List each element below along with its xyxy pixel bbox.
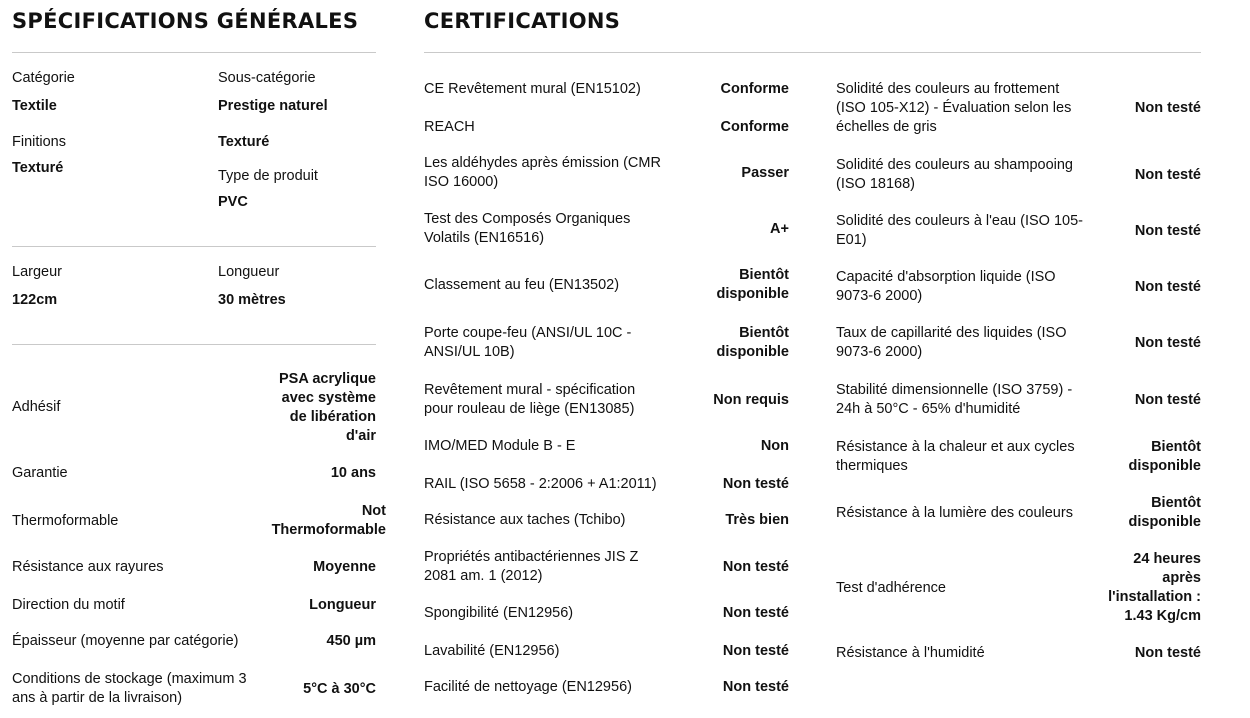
- cert-label: Classement au feu (EN13502): [424, 276, 620, 293]
- cert-label: Test d'adhérence: [836, 579, 946, 596]
- width-label: Largeur: [12, 264, 62, 280]
- cert-value: Non testé: [1134, 644, 1201, 661]
- cert-label: Résistance aux taches (Tchibo): [424, 511, 626, 528]
- cert-label: Capacité d'absorption liquide (ISO 9073-6 2000): [836, 269, 1056, 304]
- cert-value: Non testé: [1134, 391, 1201, 408]
- spec-value: Not Thermoformable: [271, 503, 386, 538]
- spec-row-warranty: [12, 463, 376, 483]
- cert-label: Les aldéhydes après émission (CMR ISO 16000): [424, 155, 661, 190]
- cert-label: Solidité des couleurs à l'eau (ISO 105-E01): [836, 213, 1083, 248]
- cert-row: [424, 153, 789, 193]
- category-value: Textile: [12, 98, 57, 114]
- cert-label: Test des Composés Organiques Volatils (EN16516): [424, 211, 631, 246]
- cert-row: [836, 211, 1201, 251]
- spec-label: Direction du motif: [12, 596, 125, 613]
- subcategory-label: Sous-catégorie: [218, 70, 316, 86]
- category-label: Catégorie: [12, 70, 75, 86]
- cert-value: Bientôt disponible: [1128, 439, 1201, 474]
- spec-value: Longueur: [309, 596, 376, 613]
- cert-label: Résistance à la chaleur et aux cycles thermiques: [836, 439, 1075, 474]
- spec-row-thermoformable: [12, 501, 386, 541]
- cert-value: Non testé: [1134, 99, 1201, 116]
- finishes-value-right: Texturé: [218, 134, 270, 150]
- spec-label: Garantie: [12, 464, 68, 481]
- cert-row: [836, 79, 1201, 137]
- spec-label: Adhésif: [12, 399, 61, 415]
- cert-label: Résistance à la lumière des couleurs: [836, 504, 1073, 521]
- cert-row: [836, 267, 1201, 307]
- cert-value: Non testé: [722, 642, 789, 659]
- spec-label: Conditions de stockage (maximum 3 ans à partir de la livraison): [12, 671, 247, 706]
- cert-row: [424, 209, 789, 249]
- cert-row: [424, 677, 789, 697]
- spec-label: Résistance aux rayures: [12, 558, 164, 575]
- divider: [12, 246, 376, 247]
- cert-value: Non requis: [713, 391, 789, 408]
- finishes-label: Finitions: [12, 134, 66, 150]
- cert-row: [424, 79, 789, 99]
- cert-row: [424, 547, 789, 587]
- cert-value: Non testé: [1134, 334, 1201, 351]
- cert-label: REACH: [424, 118, 475, 135]
- cert-value: Bientôt disponible: [1128, 495, 1201, 530]
- cert-value: Non testé: [1134, 278, 1201, 295]
- cert-value: Conforme: [720, 118, 789, 135]
- cert-value: Très bien: [725, 511, 789, 528]
- cert-row: [836, 155, 1201, 195]
- cert-row: [836, 437, 1201, 477]
- cert-value: Passer: [741, 164, 789, 181]
- cert-value: Non testé: [722, 604, 789, 621]
- cert-value: Bientôt disponible: [716, 267, 789, 302]
- divider: [12, 52, 376, 53]
- spec-row-thickness: [12, 631, 376, 651]
- spec-row-storage: [12, 669, 376, 709]
- subcategory-value: Prestige naturel: [218, 98, 328, 114]
- spec-value: 5°C à 30°C: [303, 680, 376, 697]
- cert-label: Porte coupe-feu (ANSI/UL 10C - ANSI/UL 10B): [424, 325, 632, 360]
- cert-row: [836, 323, 1201, 363]
- length-value: 30 mètres: [218, 292, 286, 308]
- cert-label: Taux de capillarité des liquides (ISO 9073-6 2000): [836, 325, 1067, 360]
- spec-value: 10 ans: [330, 464, 376, 481]
- spec-label: Thermoformable: [12, 512, 119, 529]
- cert-value: Non testé: [722, 475, 789, 492]
- cert-label: Solidité des couleurs au shampooing (ISO 18168): [836, 157, 1073, 192]
- cert-value: A+: [770, 220, 789, 237]
- length-label: Longueur: [218, 264, 280, 280]
- certifications-title: CERTIFICATIONS: [424, 9, 621, 33]
- product-type-label: Type de produit: [218, 168, 318, 184]
- divider: [12, 344, 376, 345]
- cert-label: CE Revêtement mural (EN15102): [424, 80, 641, 97]
- cert-label: Résistance à l'humidité: [836, 644, 985, 661]
- cert-row: [836, 493, 1201, 533]
- cert-value: Bientôt disponible: [716, 325, 789, 360]
- cert-row: [424, 380, 789, 420]
- cert-label: Facilité de nettoyage (EN12956): [424, 678, 632, 695]
- cert-label: IMO/MED Module B - E: [424, 437, 576, 454]
- product-type-value: PVC: [218, 194, 248, 210]
- spec-value: 450 µm: [326, 632, 376, 649]
- cert-label: Stabilité dimensionnelle (ISO 3759) - 24h à 50°C - 65% d'humidité: [836, 382, 1073, 417]
- cert-value: Non testé: [1134, 166, 1201, 183]
- cert-value: Non: [760, 437, 789, 454]
- cert-value: Non testé: [1134, 222, 1201, 239]
- cert-row: [836, 643, 1201, 663]
- spec-row-scratch: [12, 557, 376, 577]
- cert-value: Non testé: [722, 678, 789, 695]
- spec-value: PSA acrylique avec système de libération d'air: [279, 370, 376, 444]
- cert-label: Solidité des couleurs au frottement (ISO 105-X12) - Évaluation selon les échelles de gris: [836, 80, 1072, 135]
- cert-row: [424, 474, 789, 494]
- spec-label: Épaisseur (moyenne par catégorie): [12, 632, 239, 649]
- cert-row: [424, 265, 789, 305]
- spec-row-adhesive: [12, 369, 376, 446]
- cert-label: Lavabilité (EN12956): [424, 642, 560, 659]
- cert-row: [836, 380, 1201, 420]
- cert-row: [424, 117, 789, 137]
- cert-row: [424, 603, 789, 623]
- cert-value: 24 heures après l'installation : 1.43 Kg/cm: [1108, 551, 1201, 624]
- cert-label: Spongibilité (EN12956): [424, 604, 574, 621]
- spec-row-pattern: [12, 595, 376, 615]
- cert-row: [424, 436, 789, 456]
- finishes-value: Texturé: [12, 160, 64, 176]
- cert-value: Non testé: [722, 558, 789, 575]
- cert-row: [424, 641, 789, 661]
- spec-value: Moyenne: [313, 558, 376, 575]
- cert-label: Propriétés antibactériennes JIS Z 2081 am. 1 (2012): [424, 549, 639, 584]
- cert-label: Revêtement mural - spécification pour rouleau de liège (EN13085): [424, 382, 636, 417]
- cert-row: [424, 510, 789, 530]
- cert-row: [836, 549, 1201, 627]
- cert-label: RAIL (ISO 5658 - 2:2006 + A1:2011): [424, 475, 657, 492]
- cert-row: [424, 323, 789, 363]
- width-value: 122cm: [12, 292, 58, 308]
- general-specs-title: SPÉCIFICATIONS GÉNÉRALES: [12, 9, 359, 33]
- cert-value: Conforme: [720, 80, 789, 97]
- divider: [424, 52, 1201, 53]
